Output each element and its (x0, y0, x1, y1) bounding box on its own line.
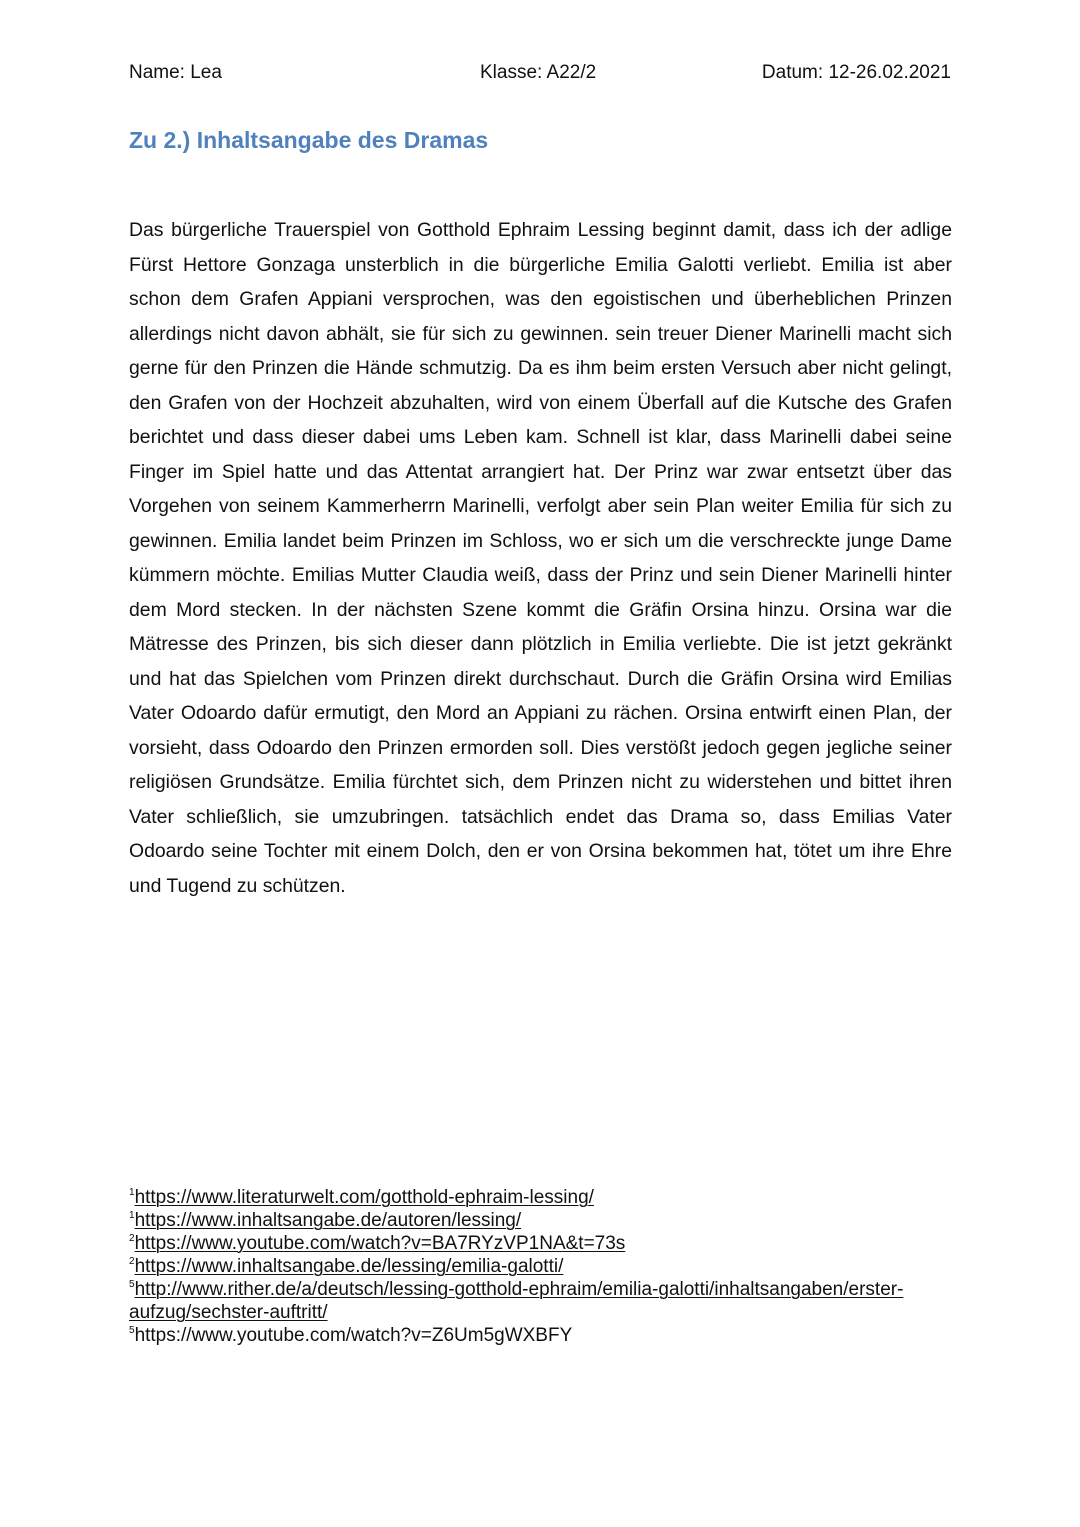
footnote-item (129, 1278, 959, 1324)
footnote-item (129, 1209, 959, 1232)
footnote-item (129, 1255, 959, 1278)
class-label: Klasse: A22/2 (480, 62, 597, 83)
footnote-url: https://www.youtube.com/watch?v=Z6Um5gWXBFY (134, 1325, 573, 1346)
section-heading: Zu 2.) Inhaltsangabe des Dramas (129, 127, 489, 153)
footnote-mark: 1 (129, 1210, 135, 1221)
footnote-item (129, 1232, 959, 1255)
footnote-mark: 5 (129, 1325, 135, 1336)
footnote-link[interactable]: https://www.inhaltsangabe.de/lessing/emilia-galotti/ (134, 1256, 564, 1277)
footnote-mark: 1 (129, 1187, 135, 1198)
page-header (129, 62, 951, 90)
footnote-link[interactable]: http://www.rither.de/a/deutsch/lessing-gotthold-ephraim/emilia-galotti/inhaltsangaben/erster-aufzug/sechster-auftritt/ (129, 1279, 904, 1323)
student-name: Name: Lea (129, 62, 222, 83)
footnote-mark: 2 (129, 1233, 135, 1244)
footnote-item (129, 1324, 959, 1347)
footnotes (129, 1186, 959, 1347)
footnote-link[interactable]: https://www.literaturwelt.com/gotthold-ephraim-lessing/ (134, 1187, 594, 1208)
footnote-link[interactable]: https://www.inhaltsangabe.de/autoren/lessing/ (134, 1210, 522, 1231)
footnote-mark: 5 (129, 1279, 135, 1290)
footnote-item (129, 1186, 959, 1209)
date-label: Datum: 12-26.02.2021 (761, 62, 951, 83)
footnote-link[interactable]: https://www.youtube.com/watch?v=BA7RYzVP1NA&t=73s (134, 1233, 626, 1254)
summary-paragraph: Das bürgerliche Trauerspiel von Gotthold Ephraim Lessing beginnt damit, dass ich der adlige Fürst Hettore Gonzaga unsterblich in die bürgerliche Emilia Galotti verliebt. Emilia ist aber schon dem Grafen Appiani versprochen, was den egoistischen und überheblichen Prinzen allerdings nicht davon abhält, sie für sich zu gewinnen. sein treuer Diener Marinelli macht sich gerne für den Prinzen die Hände schmutzig. Da es ihm beim ersten Versuch aber nicht gelingt, den Grafen von der Hochzeit abzuhalten, wird von einem Überfall auf die Kutsche des Grafen berichtet und dass dieser dabei ums Leben kam. Schnell ist klar, dass Marinelli dabei seine Finger im Spiel hatte und das Attentat arrangiert hat. Der Prinz war zwar entsetzt über das Vorgehen von seinem Kammerherrn Marinelli, verfolgt aber sein Plan weiter Emilia für sich zu gewinnen. Emilia landet beim Prinzen im Schloss, wo er sich um die verschreckte junge Dame kümmern möchte. Emilias Mutter Claudia weiß, dass der Prinz und sein Diener Marinelli hinter dem Mord stecken. In der nächsten Szene kommt die Gräfin Orsina hinzu. Orsina war die Mätresse des Prinzen, bis sich dieser dann plötzlich in Emilia verliebte. Die ist jetzt gekränkt und hat das Spielchen vom Prinzen direkt durchschaut. Durch die Gräfin Orsina wird Emilias Vater Odoardo dafür ermutigt, den Mord an Appiani zu rächen. Orsina entwirft einen Plan, der vorsieht, dass Odoardo den Prinzen ermorden soll. Dies verstößt jedoch gegen jegliche seiner religiösen Grundsätze. Emilia fürchtet sich, dem Prinzen nicht zu widerstehen und bittet ihren Vater schließlich, sie umzubringen. tatsächlich endet das Drama so, dass Emilias Vater Odoardo seine Tochter mit einem Dolch, den er von Orsina bekommen hat, tötet um ihre Ehre und Tugend zu schützen. (129, 219, 952, 897)
footnote-mark: 2 (129, 1256, 135, 1267)
